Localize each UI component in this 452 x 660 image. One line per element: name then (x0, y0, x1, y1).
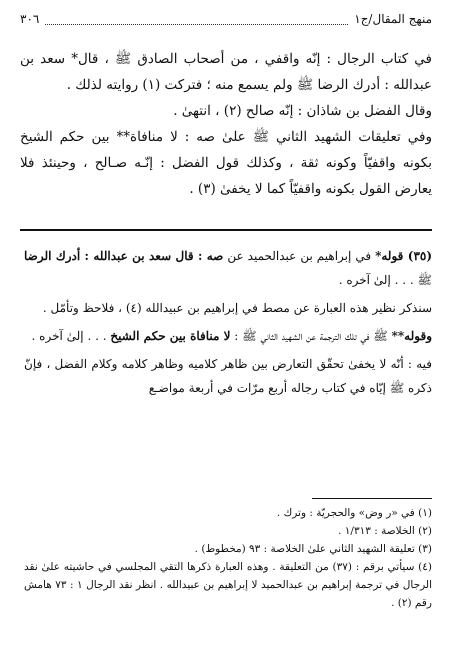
commentary-text: في إبراهيم بن عبدالحميد عن (223, 249, 376, 263)
page-header (20, 9, 432, 29)
commentary-paragraph: فيه : أنّه لا يخفىٰ تحقّق التعارض بين ظاهر كلاميه وظاهر كلامه وكلام الفضل ، فإنّ ذكره ﷺ إيّاه في كتاب رجاله أربع مرّات في أربعة مواضـع (24, 357, 432, 395)
commentary-lemma: وقوله** (391, 329, 432, 343)
footnote: (٢) الخلاصة : ١/٣١٣ . (338, 525, 432, 537)
footnote: (٤) سيأتي برقم : (٣٧) من التعليقة . وهذه العبارة ذكرها التقي المجلسي في حاشيته علىٰ نقد الرجال في ترجمة إبراهيم بن عبدالحميد لا إبراهيم بن عبيدالله . انظر نقد الرجال ١ : ٧٣ هامش رقم (٢) . (24, 561, 432, 609)
commentary-text: . . . إلىٰ آخره . (31, 329, 111, 343)
page-number: ٣٠٦ (20, 12, 40, 26)
commentary-lemma: (٣٥) قوله* (375, 249, 433, 263)
footnote: (٣) تعليقة الشهيد الثاني علىٰ الخلاصة : ٩٣ (مخطوط) . (194, 543, 432, 555)
main-paragraph: وقال الفضل بن شاذان : إنّه صالح (٢) ، انتهىٰ . (173, 103, 432, 119)
main-paragraph: وفي تعليقات الشهيد الثاني ﷺ علىٰ صه : لا منافاة** بين حكم الشيخ بكونه واقفيّاً وكونه ثقة ، وكذلك قول الفضل : إنّـه صـالح ، وحينئذ فلا يعارض القول بكونه واقفيّاً كما لا يخفىٰ (٣) . (20, 129, 432, 197)
commentary-quote: لا منافاة بين حكم الشيخ (110, 329, 231, 343)
main-text (20, 46, 432, 202)
commentary-section (24, 244, 432, 404)
footnotes (24, 504, 432, 612)
section-divider (20, 229, 432, 231)
footnote: (١) في «ر وض» والحجريّة : وترك . (276, 507, 432, 519)
footnote-divider (312, 498, 432, 499)
commentary-paragraph (24, 244, 432, 292)
commentary-paragraph (24, 324, 432, 348)
header-dotted-leader (45, 14, 348, 25)
running-title: منهج المقال/ج١ (354, 12, 432, 26)
commentary-paragraph: سنذكر نظير هذه العبارة عن مصط في إبراهيم بن عبيدالله (٤) ، فلاحظ وتأمّل . (42, 301, 432, 315)
commentary-quote: صه : قال سعد بن عبدالله : أدرك الرضا (24, 249, 224, 263)
main-paragraph: في كتاب الرجال : إنّه واقفي ، من أصحاب الصادق ﷺ ، قال* سعد بن عبدالله : أدرك الرضا ﷺ ولم يسمع منه ؛ فتركت (١) روايته لذلك . (20, 51, 432, 93)
commentary-text: ﷺ في تلك الترجمة عن الشهيد الثاني ﷺ : (230, 329, 392, 343)
commentary-text: ﷺ . . . إلىٰ آخره . (338, 273, 432, 287)
